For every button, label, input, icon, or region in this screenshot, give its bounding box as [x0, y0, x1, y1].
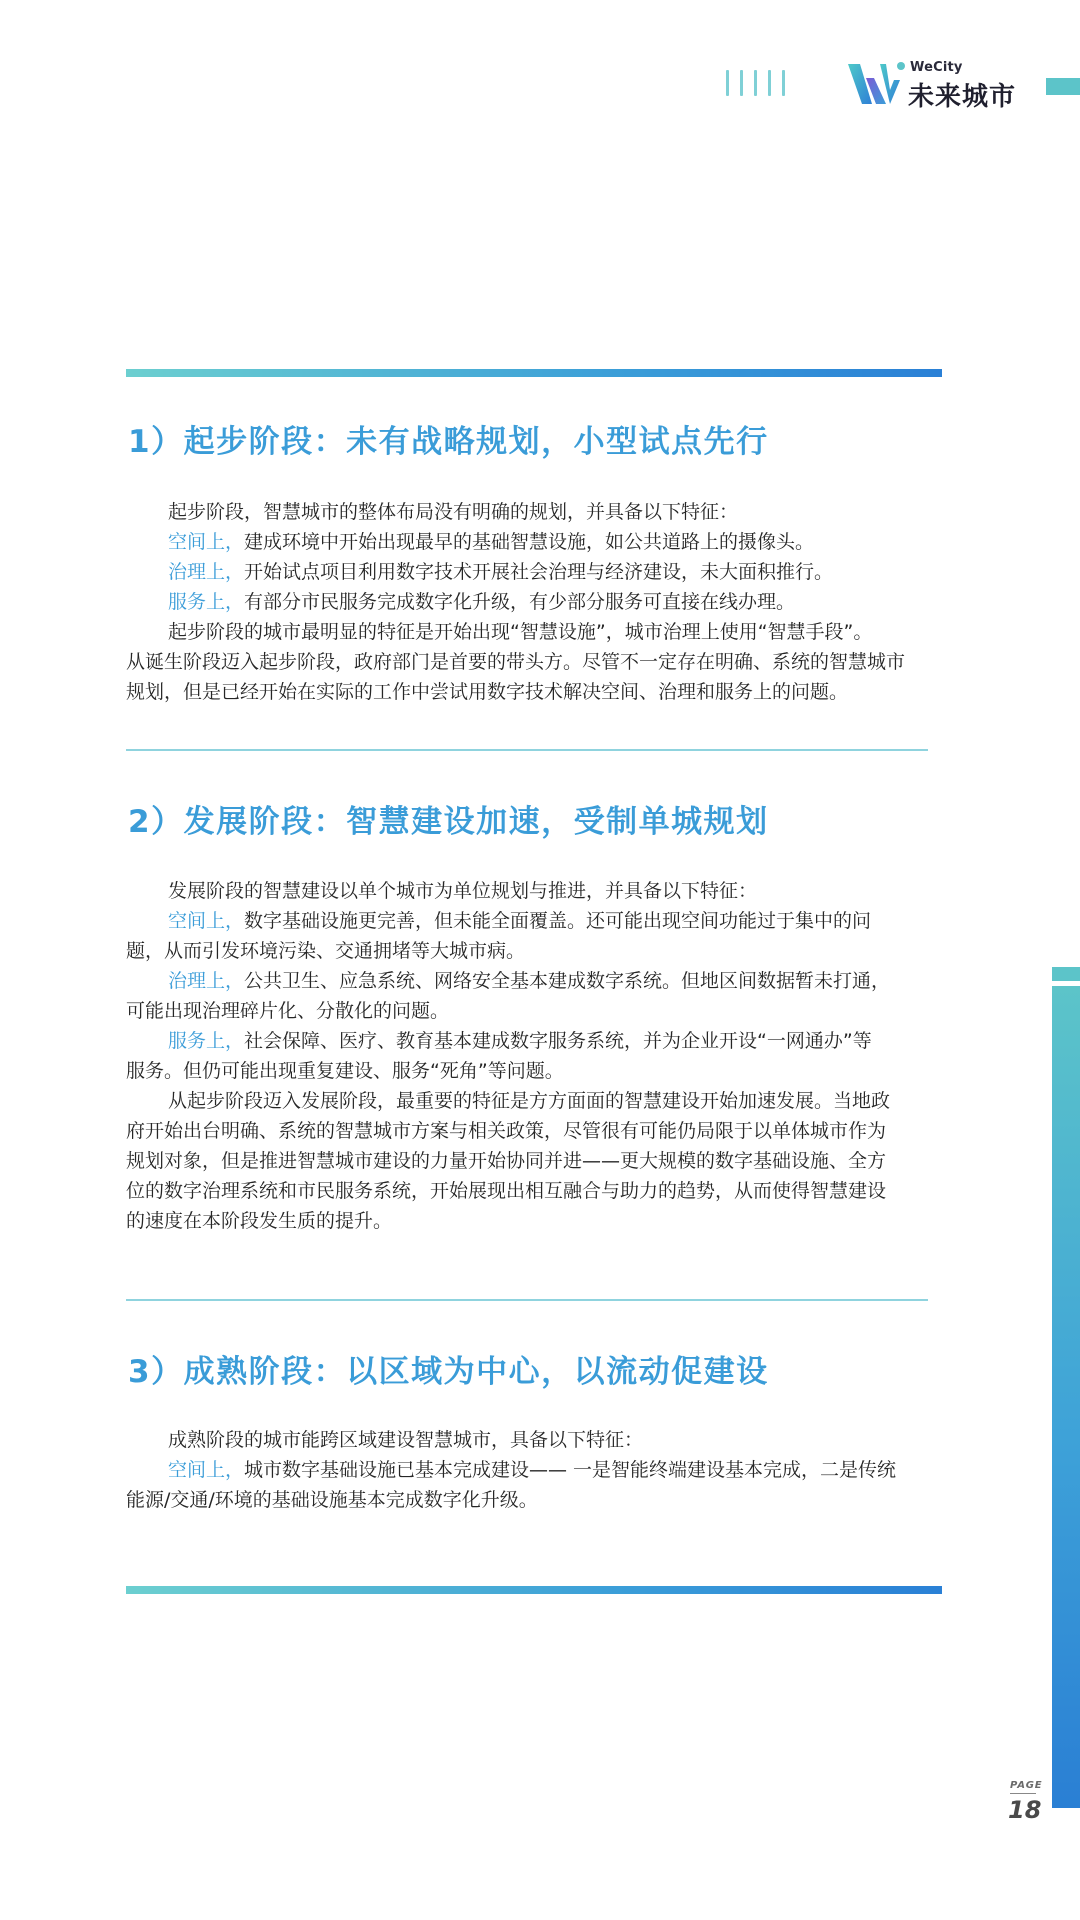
section-2-title: 2）发展阶段：智慧建设加速，受制单城规划 [128, 804, 769, 840]
feature-label: 空间上， [168, 910, 245, 932]
feature-label: 空间上， [168, 531, 245, 553]
section-divider-thin [126, 1299, 928, 1301]
feature-label: 治理上， [168, 970, 245, 992]
section-2-summary-line: 府开始出台明确、系统的智慧城市方案与相关政策，尽管很有可能仍局限于以单体城市作为 [126, 1120, 887, 1142]
section-2-feature-cont: 服务。但仍可能出现重复建设、服务“死角”等问题。 [126, 1060, 564, 1082]
section-2-summary-line: 位的数字治理系统和市民服务系统，开始展现出相互融合与助力的趋势，从而使得智慧建设 [126, 1180, 887, 1202]
feature-label: 服务上， [168, 1030, 245, 1052]
section-1-summary-line: 起步阶段的城市最明显的特征是开始出现“智慧设施”，城市治理上使用“智慧手段”。 [168, 621, 873, 643]
section-1-feature [126, 557, 942, 587]
section-1-feature [126, 527, 942, 557]
section-3-intro: 成熟阶段的城市能跨区域建设智慧城市，具备以下特征： [168, 1429, 644, 1451]
section-2-feature [126, 966, 942, 996]
feature-text: 数字基础设施更完善，但未能全面覆盖。还可能出现空间功能过于集中的问 [244, 910, 872, 932]
section-3-body [126, 1425, 942, 1515]
feature-text: 城市数字基础设施已基本完成建设—— 一是智能终端建设基本完成，二是传统 [244, 1459, 897, 1481]
section-3-feature [126, 1455, 942, 1485]
feature-text: 社会保障、医疗、教育基本建成数字服务系统，并为企业开设“一网通办”等 [244, 1030, 872, 1052]
section-2-intro: 发展阶段的智慧建设以单个城市为单位规划与推进，并具备以下特征： [168, 880, 758, 902]
header-accent-bar [1046, 78, 1080, 95]
section-2-summary-line: 规划对象，但是推进智慧城市建设的力量开始协同并进——更大规模的数字基础设施、全方 [126, 1150, 887, 1172]
section-2-summary-line: 从起步阶段迈入发展阶段，最重要的特征是方方面面的智慧建设开始加速发展。当地政 [168, 1090, 891, 1112]
page-rule [1010, 1793, 1036, 1794]
page-number: 18 [1008, 1796, 1042, 1824]
section-2-feature [126, 1026, 942, 1056]
section-2-feature-cont: 题，从而引发环境污染、交通拥堵等大城市病。 [126, 940, 526, 962]
header-decoration-lines [726, 70, 796, 96]
logo-wecity-text: WeCity [910, 60, 963, 75]
feature-label: 服务上， [168, 591, 245, 613]
section-1-title: 1）起步阶段：未有战略规划，小型试点先行 [128, 424, 769, 460]
section-2-feature [126, 906, 942, 936]
section-2-summary-line: 的速度在本阶段发生质的提升。 [126, 1210, 393, 1232]
section-1-feature [126, 587, 942, 617]
section-divider-thin [126, 749, 928, 751]
section-divider-bottom [126, 1586, 942, 1594]
section-3-feature-cont: 能源/交通/环境的基础设施基本完成数字化升级。 [126, 1489, 538, 1511]
logo-chinese-text: 未来城市 [908, 82, 1017, 112]
feature-label: 治理上， [168, 561, 245, 583]
section-2-body [126, 876, 942, 1236]
feature-label: 空间上， [168, 1459, 245, 1481]
section-1-body [126, 497, 942, 707]
feature-text: 建成环境中开始出现最早的基础智慧设施，如公共道路上的摄像头。 [244, 531, 815, 553]
section-3-title: 3）成熟阶段：以区域为中心，以流动促建设 [128, 1354, 769, 1390]
feature-text: 有部分市民服务完成数字化升级，有少部分服务可直接在线办理。 [244, 591, 796, 613]
feature-text: 开始试点项目利用数字技术开展社会治理与经济建设，未大面积推行。 [244, 561, 834, 583]
section-2-feature-cont: 可能出现治理碎片化、分散化的问题。 [126, 1000, 450, 1022]
section-1-summary-line: 规划，但是已经开始在实际的工作中尝试用数字技术解决空间、治理和服务上的问题。 [126, 681, 849, 703]
wecity-logo-icon [846, 58, 910, 108]
side-accent-small [1052, 967, 1080, 981]
section-divider-top [126, 369, 942, 377]
page-label: PAGE [1010, 1780, 1043, 1791]
side-accent-bar [1052, 986, 1080, 1808]
section-1-summary-line: 从诞生阶段迈入起步阶段，政府部门是首要的带头方。尽管不一定存在明确、系统的智慧城市 [126, 651, 906, 673]
section-1-intro: 起步阶段，智慧城市的整体布局没有明确的规划，并具备以下特征： [168, 501, 739, 523]
wecity-logo [846, 56, 1017, 112]
feature-text: 公共卫生、应急系统、网络安全基本建成数字系统。但地区间数据暂未打通， [244, 970, 891, 992]
